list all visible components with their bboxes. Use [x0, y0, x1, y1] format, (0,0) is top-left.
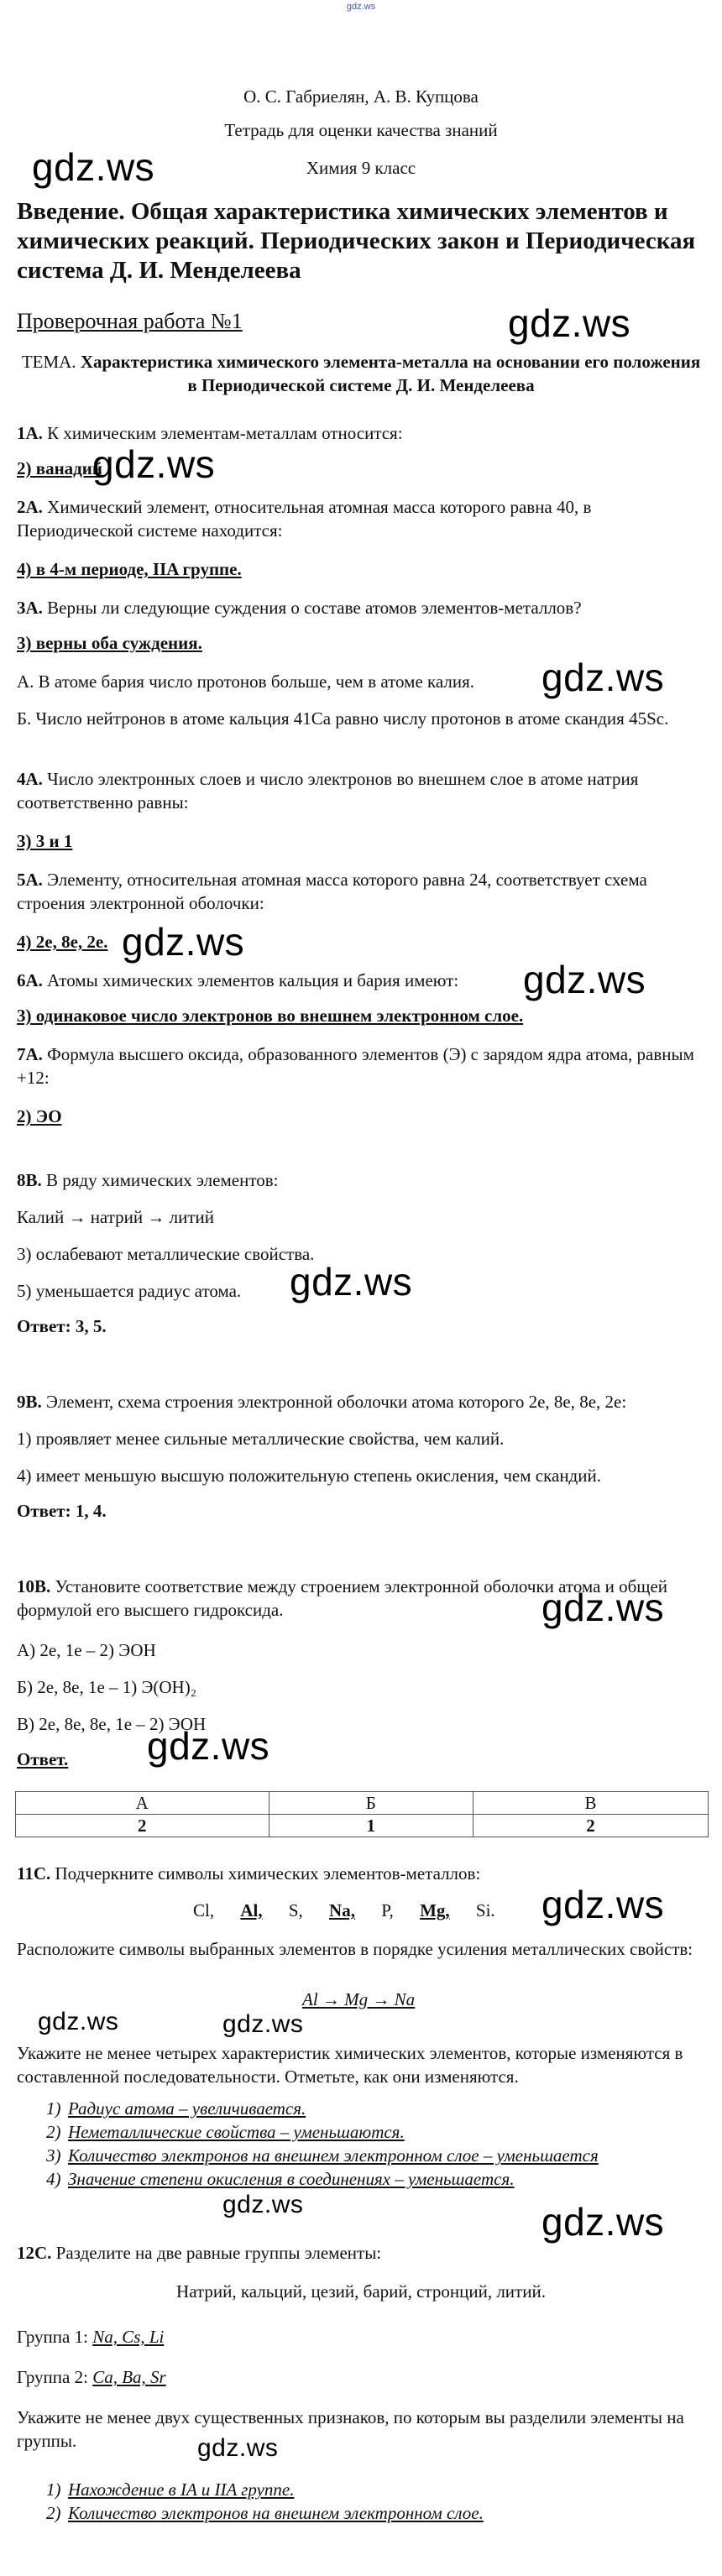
arrange-text: Расположите символы выбранных элементов в порядке усиления металлических свойств: — [17, 1939, 693, 1959]
answer-9: Ответ: 1, 4. — [17, 1501, 107, 1521]
question-number: 4А. — [17, 769, 43, 789]
question-number: 10В. — [17, 1576, 51, 1596]
symbol: Mg, — [420, 1900, 450, 1920]
table-header-row — [16, 1792, 709, 1815]
group-label: Группа 1: — [17, 2327, 88, 2347]
group-2 — [17, 2365, 705, 2389]
topic — [17, 350, 705, 397]
group-1 — [17, 2325, 705, 2349]
option-a: А) 2е, 1е – 2) ЭОН — [17, 1640, 156, 1660]
question-number: 6А. — [17, 970, 43, 990]
answer-label: Ответ. — [17, 1749, 69, 1769]
question-number: 9В. — [17, 1392, 42, 1412]
symbol: Si. — [475, 1900, 495, 1920]
watermark: gdz.ws — [197, 2434, 279, 2462]
question-5 — [17, 868, 705, 915]
subject: Химия 9 класс — [306, 158, 416, 178]
top-link[interactable]: gdz.ws — [346, 2, 376, 12]
option: 1) проявляет менее сильные металлические свойства, чем калий. — [17, 1429, 505, 1449]
work-title: Проверочная работа №1 — [17, 309, 243, 333]
question-number: 7А. — [17, 1044, 43, 1064]
list-item: 2) Количество электронов на внешнем электронном слое. — [46, 2503, 484, 2523]
watermark: gdz.ws — [508, 301, 631, 345]
watermark: gdz.ws — [542, 656, 665, 699]
elements-list: Натрий, кальций, цезий, барий, стронций, литий. — [176, 2281, 546, 2302]
question-text: Элемент, схема строения электронной оболочки атома которого 2е, 8е, 8е, 2е: — [46, 1392, 627, 1412]
watermark: gdz.ws — [222, 2010, 304, 2038]
answer-2: 4) в 4-м периоде, IIA группе. — [17, 559, 242, 579]
list-item: 4) Значение степени окисления в соединениях – уменьшается. — [46, 2169, 515, 2189]
answer-8: Ответ: 3, 5. — [17, 1316, 107, 1336]
page-title: Введение. Общая характеристика химических элементов и химических реакций. Периодических закон и Периодическая система Д. И. Менделеева — [17, 198, 696, 284]
watermark: gdz.ws — [38, 2008, 119, 2035]
table-cell: 2 — [473, 1815, 709, 1837]
table-header: Б — [269, 1792, 473, 1815]
question-12 — [17, 2241, 705, 2265]
question-text: В ряду химических элементов: — [46, 1170, 279, 1190]
option: 5) уменьшается радиус атома. — [17, 1281, 242, 1301]
table-header: В — [473, 1792, 709, 1815]
book-title: Тетрадь для оценки качества знаний — [224, 120, 498, 140]
topic-text: Характеристика химического элемента-металла на основании его положения в Периодической системе Д. И. Менделеева — [80, 352, 701, 395]
watermark: gdz.ws — [290, 1260, 413, 1304]
watermark: gdz.ws — [542, 1883, 665, 1926]
authors: О. С. Габриелян, А. В. Купцова — [243, 86, 479, 107]
watermark: gdz.ws — [222, 2191, 304, 2218]
question-text: Верны ли следующие суждения о составе атомов элементов-металлов? — [47, 598, 582, 618]
table-row — [16, 1815, 709, 1837]
option-c: В) 2е, 8е, 8е, 1е – 2) ЭОН — [17, 1714, 207, 1734]
watermark: gdz.ws — [32, 145, 155, 189]
question-text: Установите соответствие между строением электронной оболочки атома и общей формулой его высшего гидроксида. — [17, 1576, 668, 1620]
question-9 — [17, 1390, 705, 1413]
symbols-row — [193, 1900, 495, 1921]
list-item: 3) Количество электронов на внешнем электронном слое – уменьшается — [46, 2145, 599, 2166]
answer-1: 2) ванадий — [17, 458, 103, 478]
criteria-list — [46, 2478, 701, 2525]
characteristics-list — [46, 2097, 701, 2191]
question-text: Элементу, относительная атомная масса которого равна 24, соответствует схема строения электронной оболочки: — [17, 870, 647, 913]
question-text: Подчеркните символы химических элементов-металлов: — [55, 1863, 481, 1884]
indicate-text: Укажите не менее четырех характеристик химических элементов, которые изменяются в составленной последовательности. Отметьте, как они изменяются. — [17, 2043, 683, 2087]
question-7 — [17, 1042, 705, 1089]
table-header: А — [16, 1792, 269, 1815]
group-value: Na, Cs, Li — [92, 2327, 165, 2347]
watermark: gdz.ws — [122, 920, 245, 964]
question-number: 12С. — [17, 2243, 52, 2263]
statement-b: Б. Число нейтронов в атоме кальция 41Са равно числу протонов в атоме скандия 45Sc. — [17, 708, 669, 729]
question-3 — [17, 596, 705, 619]
statement-a: А. В атоме бария число протонов больше, чем в атоме калия. — [17, 671, 475, 692]
question-text: Разделите на две равные группы элементы: — [55, 2243, 382, 2263]
symbol: Al, — [240, 1900, 263, 1920]
question-text: Атомы химических элементов кальция и бария имеют: — [47, 970, 459, 990]
answer-3: 3) верны оба суждения. — [17, 633, 202, 653]
option: 3) ослабевают металлические свойства. — [17, 1244, 315, 1264]
list-item: 2) Неметаллические свойства – уменьшаются. — [46, 2122, 405, 2142]
answer-6: 3) одинаковое число электронов во внешнем электронном слое. — [17, 1006, 524, 1026]
symbol: Cl, — [193, 1900, 215, 1920]
answer-7: 2) ЭО — [17, 1106, 62, 1126]
question-number: 3А. — [17, 598, 43, 618]
topic-label: ТЕМА. — [21, 352, 76, 372]
question-number: 1А. — [17, 423, 43, 443]
group-value: Ca, Ba, Sr — [92, 2367, 166, 2387]
question-text: К химическим элементам-металлам относится: — [47, 423, 403, 443]
indicate-text: Укажите не менее двух существенных признаков, по которым вы разделили элементы на группы. — [17, 2407, 684, 2451]
symbol: Na, — [329, 1900, 355, 1920]
question-4 — [17, 767, 705, 814]
watermark: gdz.ws — [542, 1586, 665, 1629]
answer-5: 4) 2е, 8е, 2е. — [17, 932, 108, 952]
watermark: gdz.ws — [92, 442, 216, 486]
group-label: Группа 2: — [17, 2367, 88, 2387]
order: Al → Mg → Na — [302, 1989, 416, 2009]
answer-table — [15, 1791, 709, 1837]
question-8 — [17, 1168, 705, 1192]
question-text: Химический элемент, относительная атомная масса которого равна 40, в Периодической системе находится: — [17, 497, 592, 541]
question-number: 5А. — [17, 870, 43, 890]
question-number: 11С. — [17, 1863, 51, 1884]
list-item: 1) Нахождение в IA и IIA группе. — [46, 2479, 295, 2500]
list-item: 1) Радиус атома – увеличивается. — [46, 2098, 306, 2119]
table-cell: 2 — [16, 1815, 269, 1837]
symbol: S, — [288, 1900, 303, 1920]
table-cell: 1 — [269, 1815, 473, 1837]
option-b: Б) 2е, 8е, 1е – 1) Э(ОН)₂ — [17, 1677, 197, 1697]
symbol: P, — [381, 1900, 394, 1920]
element-row: Калий → натрий → литий — [17, 1207, 214, 1227]
watermark: gdz.ws — [523, 958, 646, 1001]
question-text: Число электронных слоев и число электронов во внешнем слое в атоме натрия соответственно равны: — [17, 769, 639, 813]
question-text: Формула высшего оксида, образованного элементов (Э) с зарядом ядра атома, равным +12: — [17, 1044, 694, 1088]
option: 4) имеет меньшую высшую положительную степень окисления, чем скандий. — [17, 1466, 601, 1486]
question-number: 8В. — [17, 1170, 42, 1190]
answer-4: 3) 3 и 1 — [17, 831, 73, 851]
question-number: 2А. — [17, 497, 43, 517]
watermark: gdz.ws — [542, 2200, 665, 2244]
watermark: gdz.ws — [147, 1724, 270, 1768]
question-2 — [17, 495, 705, 542]
